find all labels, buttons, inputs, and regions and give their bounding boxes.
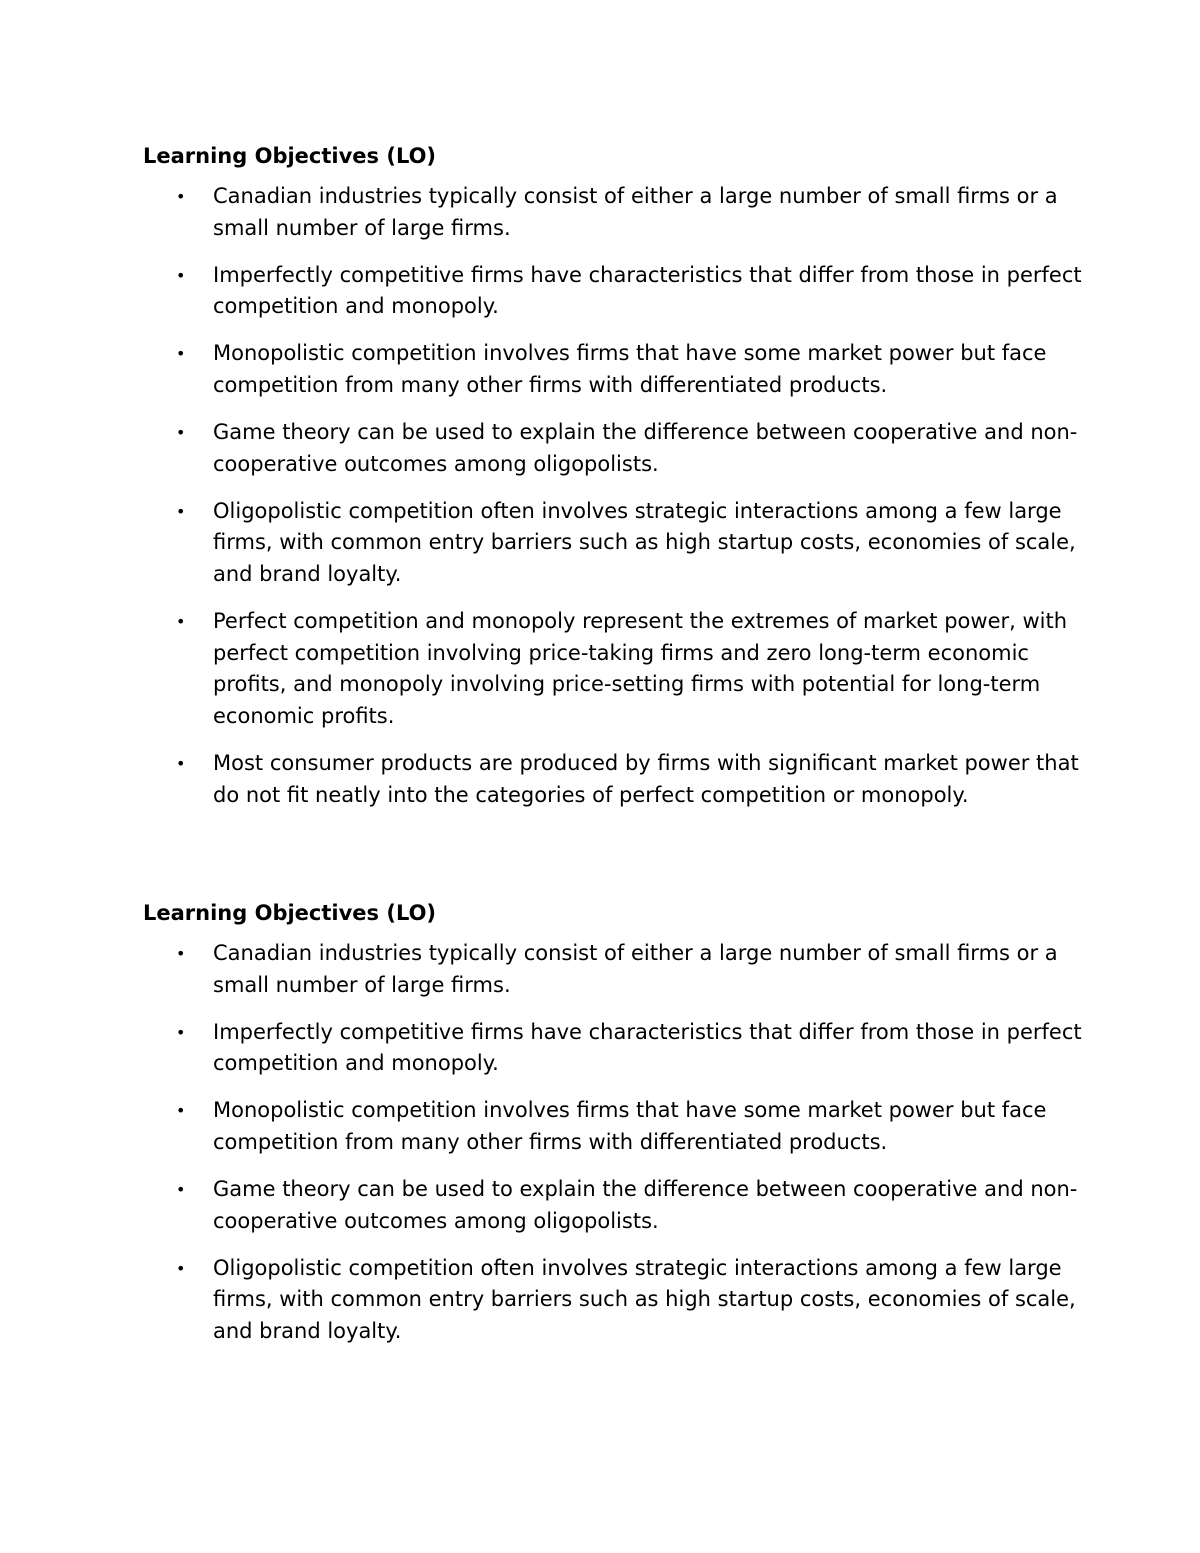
section-heading: Learning Objectives (LO): [143, 901, 437, 925]
list-item: [143, 338, 1083, 401]
learning-objectives-section-1: [143, 141, 1083, 827]
list-item: [143, 417, 1083, 480]
list-item-text: Game theory can be used to explain the difference between cooperative and non-cooperative outcomes among oligopolists.: [213, 1177, 1078, 1233]
bullet-icon: •: [176, 265, 186, 285]
list-item-text: Oligopolistic competition often involves strategic interactions among a few large firms, with common entry barriers such as high startup costs, economies of scale, and brand loyalty.: [213, 1255, 1076, 1343]
list-item: [143, 606, 1083, 732]
list-item: [143, 1095, 1083, 1158]
bullet-icon: •: [176, 1022, 186, 1042]
bullet-icon: •: [176, 501, 186, 521]
bullet-icon: •: [176, 344, 186, 364]
list-item-text: Imperfectly competitive firms have characteristics that differ from those in perfect competition and monopoly.: [213, 262, 1082, 319]
bullet-icon: •: [176, 1101, 186, 1121]
list-item-text: Game theory can be used to explain the difference between cooperative and non-cooperative outcomes among oligopolists.: [213, 420, 1078, 476]
bullet-icon: •: [176, 612, 186, 632]
objectives-list: [143, 938, 1083, 1348]
list-item: [143, 748, 1083, 811]
list-item-text: Oligopolistic competition often involves strategic interactions among a few large firms, with common entry barriers such as high startup costs, economies of scale, and brand loyalty.: [213, 498, 1076, 586]
list-item-text: Canadian industries typically consist of either a large number of small firms or a small number of large firms.: [213, 184, 1058, 240]
list-item-text: Most consumer products are produced by firms with significant market power that do not fit neatly into the categories of perfect competition or monopoly.: [213, 750, 1079, 807]
list-item: [143, 1017, 1083, 1080]
list-item: [143, 938, 1083, 1001]
bullet-icon: •: [176, 1180, 186, 1200]
list-item: [143, 1253, 1083, 1348]
learning-objectives-section-2: [143, 898, 1083, 1363]
list-item: [143, 181, 1083, 244]
objectives-list: [143, 181, 1083, 811]
list-item: [143, 496, 1083, 591]
list-item-text: Imperfectly competitive firms have characteristics that differ from those in perfect competition and monopoly.: [213, 1019, 1082, 1076]
list-item: [143, 1174, 1083, 1237]
bullet-icon: •: [176, 1258, 186, 1278]
bullet-icon: •: [176, 753, 186, 773]
list-item-text: Canadian industries typically consist of either a large number of small firms or a small number of large firms.: [213, 941, 1058, 997]
list-item-text: Monopolistic competition involves firms that have some market power but face competition from many other firms with differentiated products.: [213, 341, 1047, 397]
bullet-icon: •: [176, 944, 186, 963]
list-item-text: Perfect competition and monopoly represent the extremes of market power, with perfect competition involving price-taking firms and zero long-term economic profits, and monopoly involving price-setting firms with potential for long-term economic profits.: [213, 609, 1068, 728]
section-heading: Learning Objectives (LO): [143, 144, 437, 168]
list-item: [143, 260, 1083, 323]
bullet-icon: •: [176, 187, 186, 206]
list-item-text: Monopolistic competition involves firms that have some market power but face competition from many other firms with differentiated products.: [213, 1098, 1047, 1154]
bullet-icon: •: [176, 423, 186, 443]
